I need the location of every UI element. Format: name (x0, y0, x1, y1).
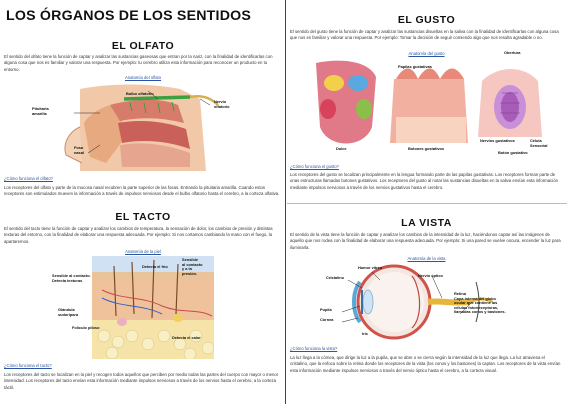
label-iris: Iris (362, 331, 368, 336)
tacto-heading: EL TACTO (115, 211, 171, 223)
tacto-intro: El sentido del tacto tiene la función de captar y analizar los cambios de temperatura, la sensación de dolor, los cambios de presión y distintas texturas del entorno, con la finalidad de elaborar una respuesta adecuada. Por ejemplo: Si nos cortamos cambiando la mano con el fuego, la apartaremos. (4, 226, 273, 244)
label-humor-vitreo: Humor vítreo (358, 265, 383, 270)
label-celula-sensorial: Célula Sensorial (530, 138, 548, 148)
olfato-figure (32, 83, 255, 171)
label-presion: Sensible al contacto y a la presión. (182, 257, 203, 276)
tongue-anatomy-illustration (298, 57, 560, 157)
label-dulce: Dulce (336, 146, 347, 151)
gusto-intro: El sentido del gusto tiene la función de captar y analizar las sustancias disueltas en la saliva con la finalidad de identificarlas con alguna cosa que nos es familiar y valorar una respuesta. Por ejemplo: Tomar la decisión de seguir comiendo algo que nos resulta agradable o no. (290, 29, 559, 41)
tacto-how-link[interactable]: ¿Cómo funciona el tacto? (4, 363, 52, 368)
right-column (290, 0, 563, 404)
gusto-how-link[interactable]: ¿Cómo funciona el gusto? (290, 164, 339, 169)
olfato-how-link[interactable]: ¿Cómo funciona el olfato? (4, 176, 53, 181)
label-sensible-contacto: Sensible al contacto. Detecta texturas (52, 273, 91, 283)
label-botones-gustativos: Botones gustativos (408, 146, 445, 151)
label-fosa-nasal: Fosa nasal (74, 145, 84, 155)
label-detecta-frio: Detecta el frío (142, 264, 168, 269)
label-detecta-calor: Detecta el calor (172, 335, 201, 340)
label-boton-gustativo: Botón gustativo (498, 150, 528, 155)
vista-intro: El sentido de la vista tiene la función de captar y analizar los cambios de la intensidad de la luz, haciéndonos captar así las imágenes de aquello que nos rodea con la finalidad de elaborar una respuesta adecuada. Por ejemplo: Si una pared se vuelve oscura, encender la luz para iluminarla. (290, 232, 561, 250)
olfato-heading: EL OLFATO (111, 40, 175, 52)
vista-figure (302, 262, 552, 342)
tacto-how-text: Los receptores del tacto se localizan en la piel y recogen todos aquellos que perciben por medio todas las partes del cuerpo con mayor o menor intensidad. Los receptores del tacto envían esta información mediante impulsos nerviosos a través de los nervios hasta el cerebro, a la corteza táctil. (4, 372, 279, 390)
gusto-how-text: Los receptores del gusto se localizan principalmente en la lengua formando parte de las papilas gustativas. Los receptores forman parte de unas estructuras llamadas botones gustativos. Los receptores del gusto al notar las sustancias disueltas en la saliva envían esta información mediante impulsos nerviosos a través de los nervios gustativos hasta el cerebro. (290, 172, 558, 190)
page-title: LOS ÓRGANOS DE LOS SENTIDOS (6, 8, 252, 24)
vista-how-text: La luz llega a la córnea, que dirige la luz a la pupila, que se abre o se cierra según la intensidad de la luz que llega. La luz atraviesa el cristalino, que la enfoca sobre la retina donde los receptores de la vista (los conos y los bastones) la captan. Los receptores de la vista envían esta información mediante impulsos nerviosos a través del nervio óptico hasta el cerebro, a la corteza visual. (290, 355, 561, 373)
gusto-heading: EL GUSTO (397, 14, 456, 26)
vista-how-link[interactable]: ¿Cómo funciona la vista? (290, 346, 338, 351)
label-pituitaria: Pituitaria amarilla (32, 106, 49, 116)
column-divider (285, 0, 286, 404)
label-nervios-gustativos: Nervios gustativos (480, 138, 515, 143)
tacto-figure-caption[interactable]: Anatomía de la piel (125, 249, 161, 254)
olfato-figure-caption[interactable]: Anatomía del olfato (124, 75, 162, 80)
label-foliculo: Folículo piloso (72, 325, 100, 330)
vista-figure-caption[interactable]: Anatomía de la vista (407, 256, 446, 261)
label-cristalino: Cristalino (326, 275, 344, 280)
label-nervio-olfatorio: Nervio olfatorio (214, 99, 230, 109)
tacto-figure (52, 256, 214, 359)
label-bulbo-olfatorio: Bulbo olfatorio (126, 91, 154, 96)
label-pupila: Pupila (320, 307, 332, 312)
left-column (4, 0, 282, 404)
gusto-figure-caption[interactable]: Anatomía del gusto (408, 51, 445, 56)
label-glandula: Glándula sudorípara (58, 307, 79, 317)
label-cornea: Córnea (320, 317, 334, 322)
label-papilas: Papilas gustativas (398, 64, 432, 69)
olfato-intro: El sentido del olfato tiene la función de captar y analizar las sustancias gaseosas que entran por la nariz, con la finalidad de identificarlas con alguna cosa que nos es familiar y valorar una respuesta. Por ejemplo: tu cerebro utiliza esta información para reconocer un producto en tu entorno. (4, 54, 273, 72)
vista-heading: LA VISTA (401, 217, 452, 229)
olfato-how-text: Los receptores del olfato y parte de la mucosa nasal recubren la parte superior de las fosas. Entrando la pituitaria amarilla. Cuando estos receptores son estimulados mueven la información a través de impulsos nerviosos desde el bulbo olfatorio hasta el cerebro, a la corteza olfativa. (4, 185, 280, 197)
label-nervio-optico: Nervio óptico (418, 273, 443, 278)
label-obertura: Obertura (504, 50, 521, 55)
label-retina: Retina Capa interna del globo ocular que contiene las células fotorreceptoras, llamadas conos y bastones. (454, 291, 506, 315)
